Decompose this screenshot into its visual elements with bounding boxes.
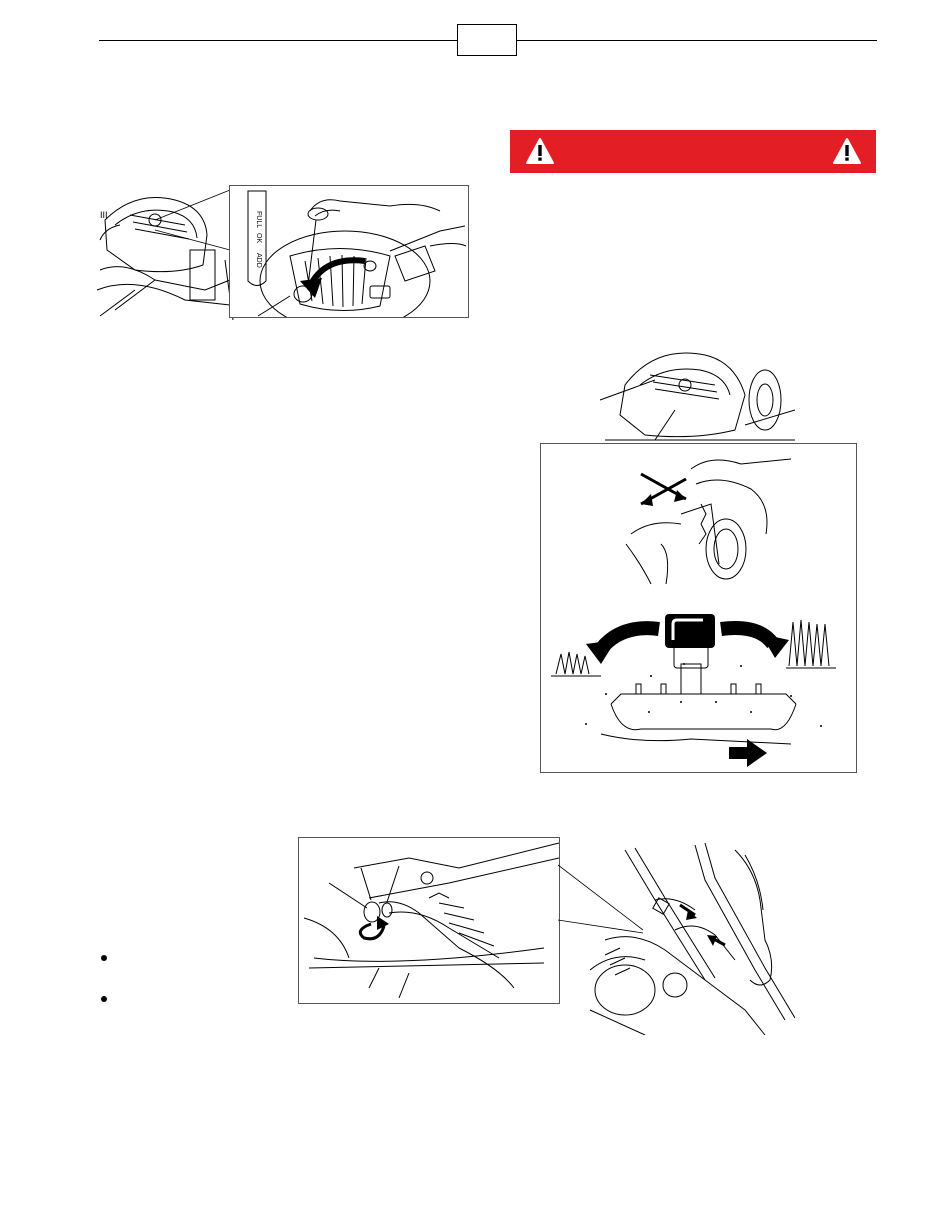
dipstick-illustration [230,186,468,317]
list-bullet [101,996,107,1002]
page-number-box [457,24,517,56]
header-rule-right [517,40,877,41]
svg-text:III: III [100,210,108,220]
header-rule-left [99,40,457,41]
warning-triangle-icon [832,137,862,165]
dipstick-label-ok: OK [255,233,262,244]
inset-connector-lines [150,185,240,255]
height-adjust-inset-frame [540,443,857,773]
dipstick-label-add: ADD [255,253,262,268]
handle-knob-inset-frame [298,837,560,1004]
list-bullet [101,955,107,961]
mower-overview-illustration [595,340,795,445]
height-adjust-illustration [541,444,856,772]
warning-triangle-icon [525,137,555,165]
warning-banner [510,130,876,173]
handle-knob-illustration [299,838,559,1003]
handle-folding-illustration [585,840,795,1035]
dipstick-label-full: FULL [255,211,262,229]
dipstick-inset-frame [229,185,469,318]
